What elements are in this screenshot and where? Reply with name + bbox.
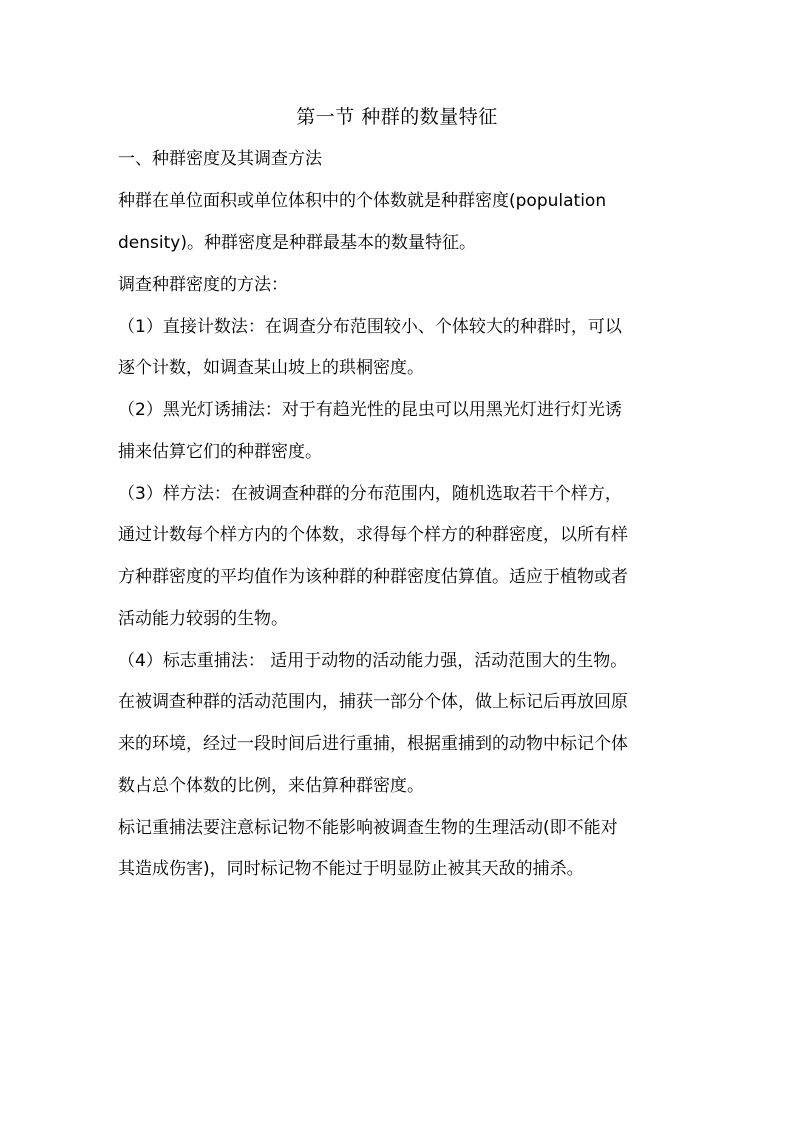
paragraph-line-method-4b: 在被调查种群的活动范围内，捕获一部分个体，做上标记后再放回原 (118, 692, 628, 712)
paragraph-line-method-4a: （4）标志重捕法： 适用于动物的活动能力强，活动范围大的生物。 (118, 651, 628, 671)
paragraph-line-methods-intro: 调查种群密度的方法： (118, 275, 288, 295)
paragraph-line-method-1b: 逐个计数，如调查某山坡上的珙桐密度。 (118, 358, 424, 378)
paragraph-line-method-3c: 方种群密度的平均值作为该种群的种群密度估算值。适应于植物或者 (118, 567, 628, 587)
section-heading: 一、种群密度及其调查方法 (118, 149, 322, 169)
paragraph-line-note-1: 标记重捕法要注意标记物不能影响被调查生物的生理活动(即不能对 (118, 818, 618, 838)
paragraph-line-definition-2: density)。种群密度是种群最基本的数量特征。 (118, 233, 476, 253)
paragraph-line-method-4d: 数占总个体数的比例，来估算种群密度。 (118, 776, 424, 796)
paragraph-line-definition-1: 种群在单位面积或单位体积中的个体数就是种群密度(population (118, 191, 607, 211)
paragraph-line-method-1a: （1）直接计数法：在调查分布范围较小、个体较大的种群时，可以 (118, 317, 622, 337)
paragraph-line-method-3d: 活动能力较弱的生物。 (118, 609, 288, 629)
paragraph-line-method-3b: 通过计数每个样方内的个体数，求得每个样方的种群密度，以所有样 (118, 525, 628, 545)
paragraph-line-note-2: 其造成伤害)，同时标记物不能过于明显防止被其天敌的捕杀。 (118, 859, 584, 879)
paragraph-line-method-3a: （3）样方法：在被调查种群的分布范围内，随机选取若干个样方， (118, 484, 622, 504)
paragraph-line-method-2b: 捕来估算它们的种群密度。 (118, 442, 322, 462)
paragraph-line-method-2a: （2）黑光灯诱捕法：对于有趋光性的昆虫可以用黑光灯进行灯光诱 (118, 400, 622, 420)
page-title: 第一节 种群的数量特征 (296, 106, 498, 128)
paragraph-line-method-4c: 来的环境，经过一段时间后进行重捕，根据重捕到的动物中标记个体 (118, 734, 628, 754)
